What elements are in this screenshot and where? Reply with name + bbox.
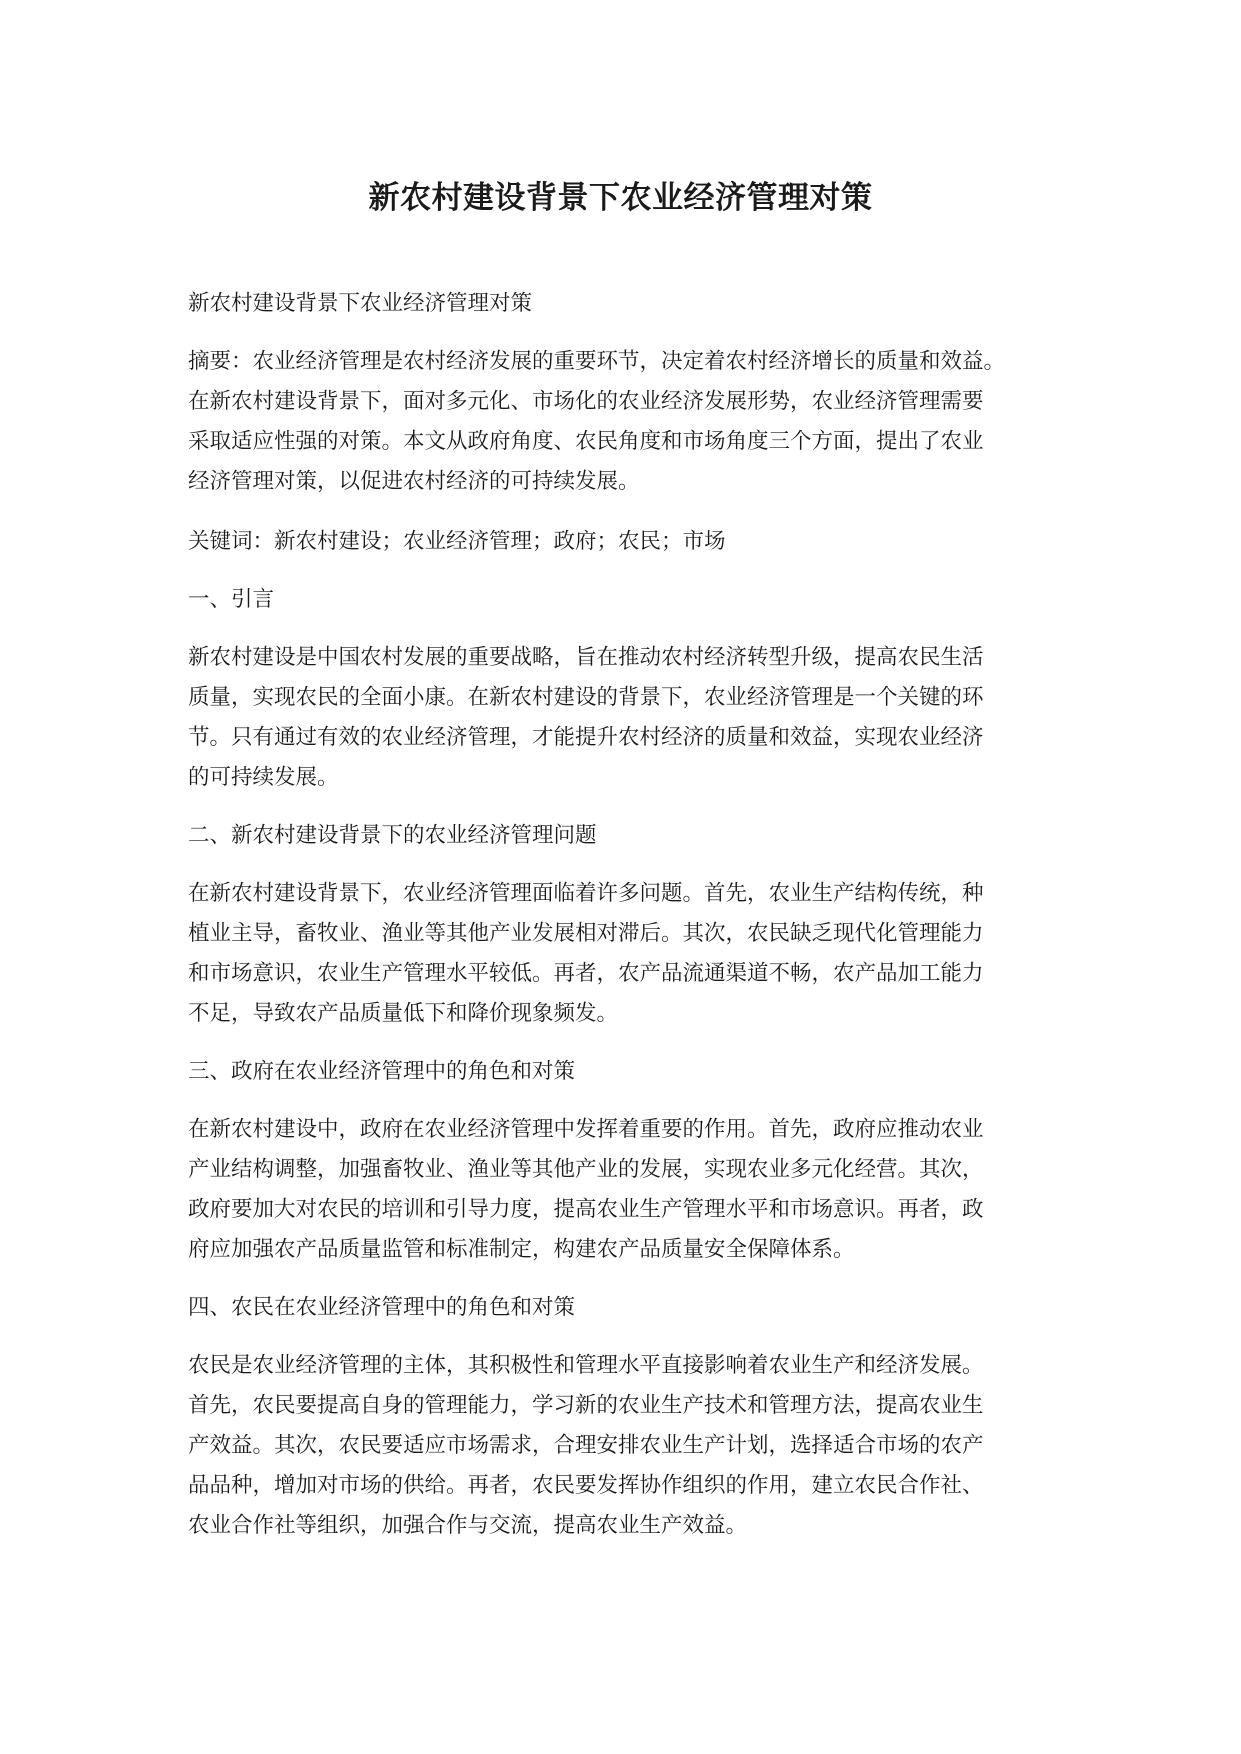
- section-body-problems: 在新农村建设背景下，农业经济管理面临着许多问题。首先，农业生产结构传统，种 植业主导，畜牧业、渔业等其他产业发展相对滞后。其次，农民缺乏现代化管理能力 和市场意识，农业生产管理水平较低。再者，农产品流通渠道不畅，农产品加工能力 不足，导致农产品质量低下和降价现象频发。: [188, 881, 984, 1026]
- subtitle-line: 新农村建设背景下农业经济管理对策: [188, 291, 533, 316]
- document-title: 新农村建设背景下农业经济管理对策: [368, 180, 873, 216]
- section-body-government: 在新农村建设中，政府在农业经济管理中发挥着重要的作用。首先，政府应推动农业 产业结构调整，加强畜牧业、渔业等其他产业的发展，实现农业多元化经营。其次， 政府要加大对农民的培训和引导力度，提高农业生产管理水平和市场意识。再者，政 府应加强农产品质量监管和标准制定，构建农产品质量安全保障体系。: [188, 1117, 984, 1262]
- document-body: [188, 284, 1048, 1546]
- section-body-farmers: 农民是农业经济管理的主体，其积极性和管理水平直接影响着农业生产和经济发展。 首先，农民要提高自身的管理能力，学习新的农业生产技术和管理方法，提高农业生 产效益。其次，农民要适应市场需求，合理安排农业生产计划，选择适合市场的农产 品品种，增加对市场的供给。再者，农民要发挥协作组织的作用，建立农民合作社、 农业合作社等组织，加强合作与交流，提高农业生产效益。: [188, 1353, 984, 1538]
- keywords-line: 关键词：新农村建设；农业经济管理；政府；农民；市场: [188, 529, 726, 554]
- section-heading-farmers: 四、农民在农业经济管理中的角色和对策: [188, 1295, 576, 1320]
- section-heading-problems: 二、新农村建设背景下的农业经济管理问题: [188, 823, 597, 848]
- section-heading-intro: 一、引言: [188, 587, 275, 612]
- section-body-intro: 新农村建设是中国农村发展的重要战略，旨在推动农村经济转型升级，提高农民生活 质量，实现农民的全面小康。在新农村建设的背景下，农业经济管理是一个关键的环 节。只有通过有效的农业经济管理，才能提升农村经济的质量和效益，实现农业经济 的可持续发展。: [188, 645, 984, 790]
- abstract-paragraph: 摘要：农业经济管理是农村经济发展的重要环节，决定着农村经济增长的质量和效益。 在新农村建设背景下，面对多元化、市场化的农业经济发展形势，农业经济管理需要 采取适应性强的对策。本文从政府角度、农民角度和市场角度三个方面，提出了农业 经济管理对策，以促进农村经济的可持续发展。: [188, 349, 1006, 494]
- section-heading-government: 三、政府在农业经济管理中的角色和对策: [188, 1059, 576, 1084]
